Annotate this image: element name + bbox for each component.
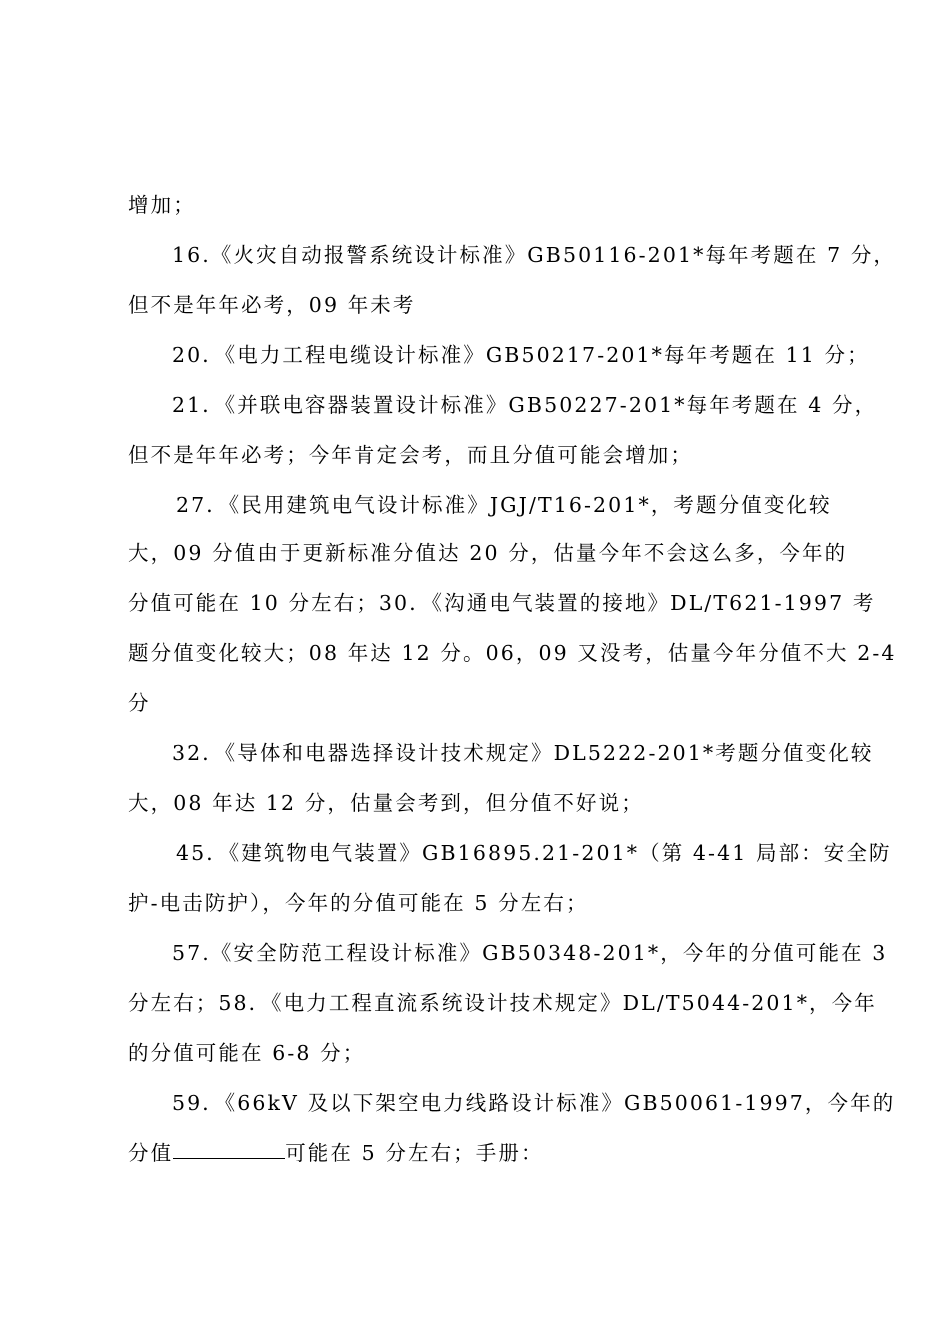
- text-line: 57.《安全防范工程设计标准》GB50348-201*，今年的分值可能在 3: [172, 941, 888, 965]
- text-line: 16.《火灾自动报警系统设计标准》GB50116-201*每年考题在 7 分，: [172, 243, 897, 267]
- text-line: 大，09 分值由于更新标准分值达 20 分，估量今年不会这么多，今年的: [128, 541, 848, 565]
- text-line: 59．《66kV 及以下架空电力线路设计标准》GB50061-1997，今年的: [172, 1091, 896, 1115]
- text-line: 增加；: [128, 193, 196, 217]
- fill-in-blank: [173, 1136, 285, 1159]
- text-fragment: 可能在 5 分左右；手册：: [285, 1141, 544, 1165]
- text-line: 32．《导体和电器选择设计技术规定》DL5222-201*考题分值变化较: [172, 741, 874, 765]
- text-line: 27．《民用建筑电气设计标准》JGJ/T16-201*，考题分值变化较: [176, 493, 832, 517]
- text-line: 但不是年年必考，09 年未考: [128, 293, 416, 317]
- text-line: 20．《电力工程电缆设计标准》GB50217-201*每年考题在 11 分；: [172, 343, 870, 367]
- text-line-with-blank: [128, 1136, 848, 1170]
- text-fragment: 分值: [128, 1141, 174, 1165]
- text-line: 分值可能在 10 分左右；30．《沟通电气装置的接地》DL/T621-1997 考: [128, 591, 876, 615]
- text-line: 21．《并联电容器装置设计标准》GB50227-201*每年考题在 4 分，: [172, 393, 878, 417]
- text-line: 的分值可能在 6-8 分；: [128, 1041, 366, 1065]
- text-line: 题分值变化较大；08 年达 12 分。06，09 又没考，估量今年分值不大 2-4: [128, 641, 897, 665]
- text-line: 大，08 年达 12 分，估量会考到，但分值不好说；: [128, 791, 644, 815]
- text-line: 分左右；58．《电力工程直流系统设计技术规定》DL/T5044-201*，今年: [128, 991, 877, 1015]
- text-line: 护-电击防护），今年的分值可能在 5 分左右；: [128, 891, 589, 915]
- text-line: 45．《建筑物电气装置》GB16895.21-201*（第 4-41 局部：安全防: [176, 841, 892, 865]
- text-line: 但不是年年必考；今年肯定会考，而且分值可能会增加；: [128, 443, 693, 467]
- text-line: 分: [128, 691, 151, 715]
